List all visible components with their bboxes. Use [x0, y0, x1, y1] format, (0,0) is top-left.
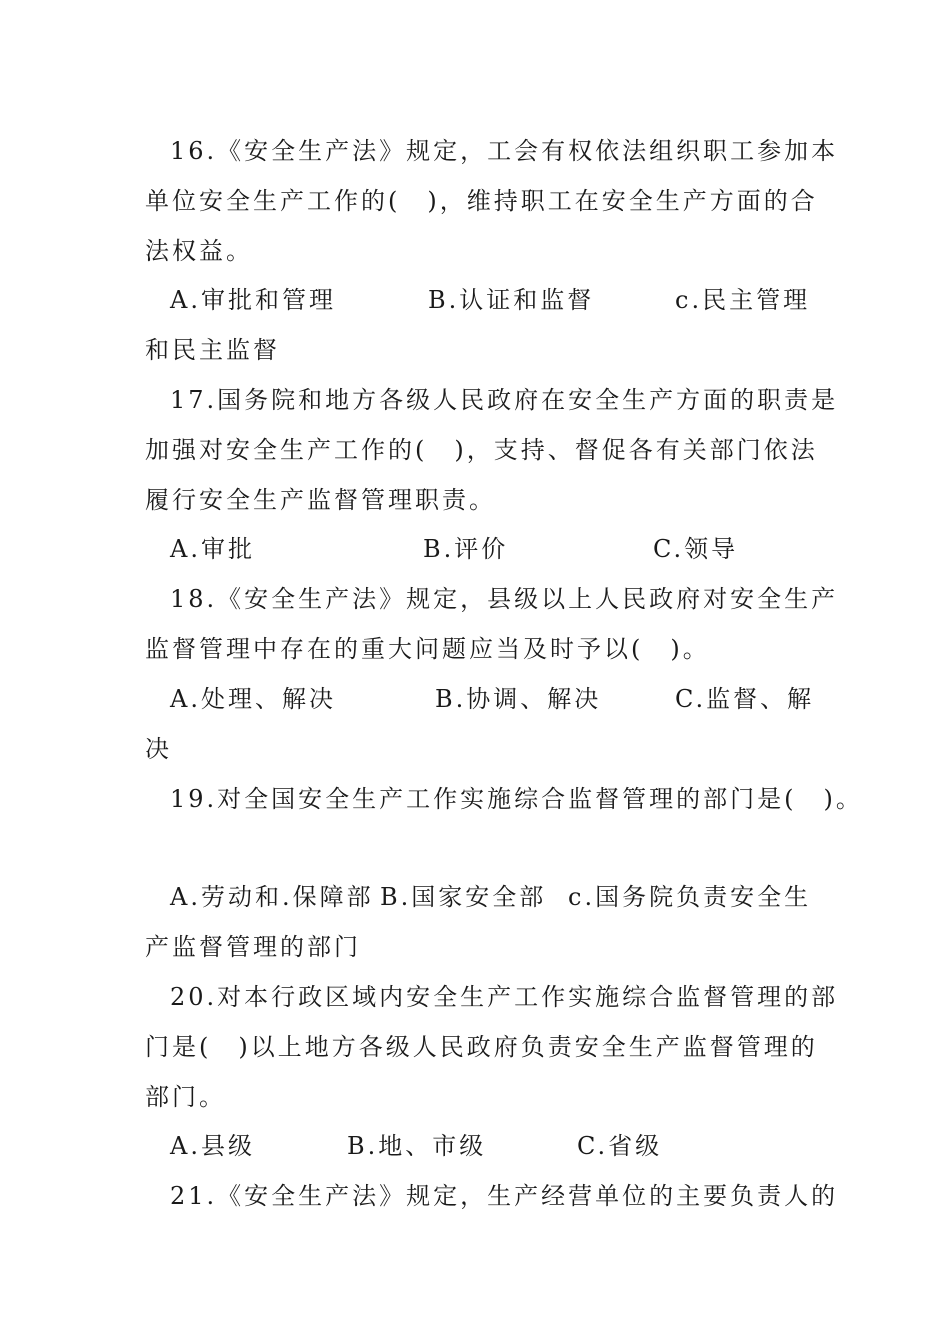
option-a: A.县级 [170, 1132, 255, 1160]
option-a: A.处理、解决 [170, 685, 336, 713]
question-17-line-2: 加强对安全生产工作的( )，支持、督促各有关部门依法 [145, 436, 818, 464]
option-c: C.省级 [577, 1132, 663, 1160]
question-16-line-2: 单位安全生产工作的( )，维持职工在安全生产方面的合 [145, 187, 818, 215]
question-16-line-3: 法权益。 [145, 237, 253, 265]
option-b: B.协调、解决 [435, 685, 602, 713]
question-20-line-1: 20.对本行政区域内安全生产工作实施综合监督管理的部 [170, 983, 839, 1011]
question-18-line-2: 监督管理中存在的重大问题应当及时予以( )。 [145, 635, 710, 663]
question-19-line-1: 19.对全国安全生产工作实施综合监督管理的部门是( )。 [170, 785, 863, 813]
option-b: B.评价 [423, 535, 509, 563]
question-20-options [170, 1126, 850, 1166]
question-18-options-wrap: 决 [145, 735, 172, 763]
question-20-line-2: 门是( )以上地方各级人民政府负责安全生产监督管理的 [145, 1033, 818, 1061]
question-21-line-1: 21.《安全生产法》规定，生产经营单位的主要负责人的 [170, 1182, 839, 1210]
option-c: c.国务院负责安全生 [568, 883, 812, 911]
question-16-options-wrap: 和民主监督 [145, 336, 280, 364]
question-17-line-3: 履行安全生产监督管理职责。 [145, 486, 496, 514]
option-b: B.地、市级 [347, 1132, 487, 1160]
question-17-options [170, 529, 850, 569]
option-c: c.民主管理 [675, 286, 811, 314]
question-16-line-1: 16.《安全生产法》规定，工会有权依法组织职工参加本 [170, 137, 839, 165]
question-17-line-1: 17.国务院和地方各级人民政府在安全生产方面的职责是 [170, 386, 839, 414]
option-a: A.审批和管理 [170, 286, 336, 314]
question-19-options-wrap: 产监督管理的部门 [145, 933, 361, 961]
question-18-options [170, 679, 850, 719]
option-a: A.劳动和.保障部 [170, 883, 374, 911]
question-18-line-1: 18.《安全生产法》规定，县级以上人民政府对安全生产 [170, 585, 839, 613]
question-19-options [170, 877, 850, 917]
option-b: B.认证和监督 [428, 286, 595, 314]
option-c: C.领导 [653, 535, 739, 563]
question-16-options [170, 280, 850, 320]
option-a: A.审批 [170, 535, 255, 563]
option-b: B.国家安全部 [380, 883, 547, 911]
option-c: C.监督、解 [675, 685, 815, 713]
question-20-line-3: 部门。 [145, 1083, 226, 1111]
